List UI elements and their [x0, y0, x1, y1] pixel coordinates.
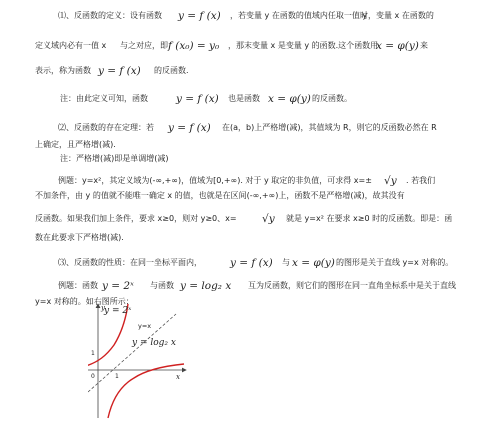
example1-line-3 [0, 212, 500, 226]
x-tick-1: 1 [115, 373, 119, 380]
text: 与之对应，即 [120, 41, 168, 50]
formula: √y [262, 213, 275, 225]
formula: y = f (x) [98, 65, 141, 77]
x-axis-label: x [176, 373, 180, 381]
y-equals-x-line [88, 314, 176, 392]
logarithmic-curve [108, 364, 184, 418]
example1-line-1 [0, 174, 500, 188]
text: 的反函数. [154, 66, 189, 75]
text: 的图形是关于直线 y=x 对称的。 [336, 258, 454, 267]
text: 表示，称为函数 [35, 66, 91, 75]
text: ⑵、反函数的存在定理：若 [58, 123, 154, 132]
formula: y = log₂ x [180, 280, 232, 292]
formula: y = f (x) [168, 122, 211, 134]
text: 定义域内必有一值 x [35, 41, 107, 50]
text: 时，变量 x 在函数的 [360, 11, 434, 20]
text: 互为反函数，则它们的图形在同一直角坐标系中是关于直线 [248, 281, 456, 290]
formula: y = f (x) [230, 257, 273, 269]
text: 注：严格增(减)即是单调增(减) [60, 154, 169, 163]
text: 上确定，且严格增(减). [35, 140, 116, 149]
y-tick-1: 1 [91, 350, 95, 357]
theorem-line-1 [0, 121, 500, 135]
def-line-2 [0, 39, 500, 53]
log-curve-label: y = log₂ x [132, 338, 176, 348]
text: 在(a，b)上严格增(减)，其值域为 R，则它的反函数必然在 R [222, 123, 437, 132]
def-line-1 [0, 9, 500, 23]
formula: x = φ(y) [376, 40, 419, 52]
text: 与函数 [150, 281, 174, 290]
formula: √y [384, 175, 397, 187]
example1-line-2 [0, 189, 500, 203]
example2-line-1 [0, 279, 500, 293]
formula: x = φ(y) [268, 93, 311, 105]
def-note [0, 92, 500, 106]
inverse-function-graph [88, 300, 188, 420]
yx-line-label: y=x [138, 322, 152, 330]
text: . 若我们 [406, 176, 436, 185]
def-line-3 [0, 64, 500, 78]
text: 反函数。如果我们加上条件，要求 x≥0，则对 y≥0、x= [35, 214, 237, 223]
text: 就是 y=x² 在要求 x≥0 时的反函数。即是：函 [286, 214, 453, 223]
exp-curve-label: y = 2ˣ [104, 306, 132, 316]
y-axis-label: y [101, 304, 105, 312]
text: 的反函数。 [312, 94, 352, 103]
text: 数在此要求下严格增(减). [35, 233, 124, 242]
text: 与 [282, 258, 290, 267]
origin-label: 0 [91, 373, 95, 380]
theorem-line-2 [0, 138, 500, 152]
text: 例题：y=x²，其定义域为(-∞,+∞)，值域为[0,+∞). 对于 y 取定的非负值，可求得 x=± [58, 176, 372, 185]
text: 来 [420, 41, 428, 50]
text: 例题：函数 [58, 281, 98, 290]
text: 也是函数 [228, 94, 260, 103]
theorem-note [0, 152, 500, 166]
text: 注：由此定义可知，函数 [60, 94, 148, 103]
text: ⑴、反函数的定义：设有函数 [58, 11, 162, 20]
formula: f (x₀) = y₀ [168, 40, 220, 52]
formula: y = f (x) [178, 10, 221, 22]
formula: y = 2ˣ [102, 280, 134, 292]
text: ⑶、反函数的性质：在同一坐标平面内， [58, 258, 202, 267]
text: 不加条件，由 y 的值就不能唯一确定 x 的值，也就是在区间(-∞,+∞)上，函数不是严格增(减)，故其没有 [35, 191, 405, 200]
formula: x = φ(y) [292, 257, 335, 269]
property-line [0, 256, 500, 270]
formula: y = f (x) [176, 93, 219, 105]
example2-line-2 [0, 295, 500, 309]
text: ，若变量 y 在函数的值域内任取一值 y [230, 11, 368, 20]
text: y=x 对称的。如右图所示： [35, 297, 134, 306]
example1-line-4 [0, 231, 500, 245]
text: ，那末变量 x 是变量 y 的函数.这个函数用 [228, 41, 379, 50]
